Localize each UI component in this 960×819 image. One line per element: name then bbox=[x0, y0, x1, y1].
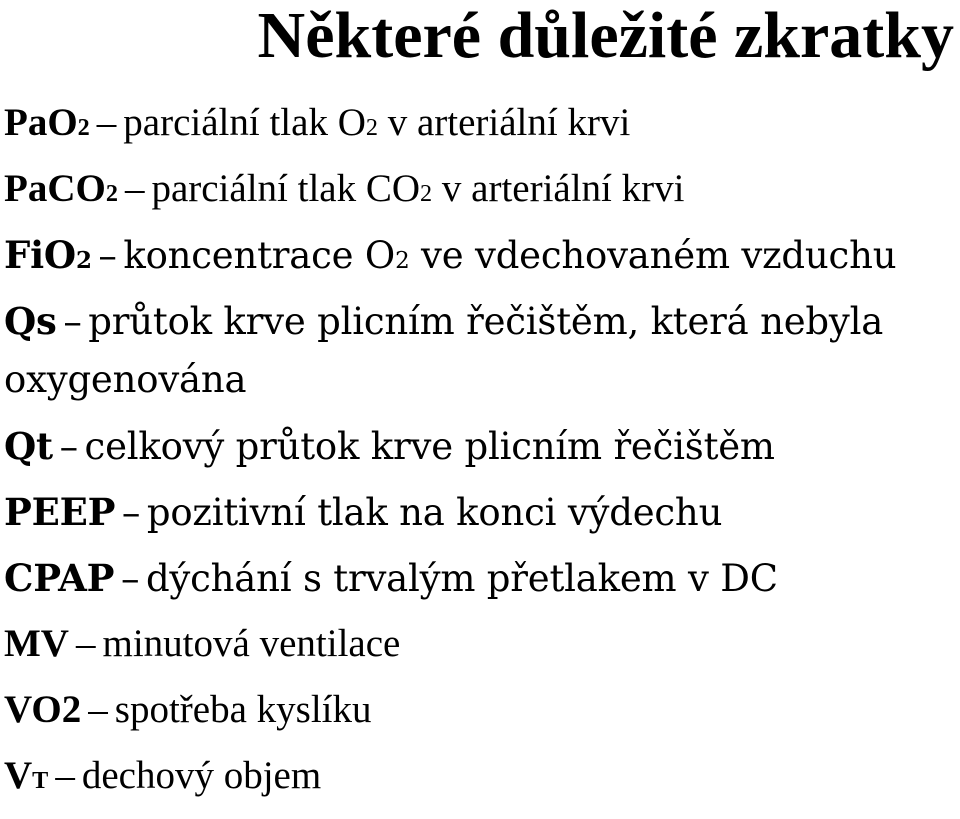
list-item bbox=[4, 232, 954, 278]
definition: minutová ventilace bbox=[102, 622, 401, 665]
list-item bbox=[4, 621, 954, 667]
abbreviation: CPAP bbox=[4, 556, 115, 600]
definition: celkový průtok krve plicním řečištěm bbox=[84, 425, 775, 468]
dash: – bbox=[59, 425, 78, 468]
definition: průtok krve plicním řečištěm, která nebyla oxygenována bbox=[4, 300, 884, 401]
list-item bbox=[4, 489, 954, 535]
abbreviation: VT bbox=[4, 754, 49, 797]
definition: pozitivní tlak na konci výdechu bbox=[146, 491, 723, 534]
list-item bbox=[4, 423, 954, 469]
abbreviation: PaCO2 bbox=[4, 167, 118, 210]
definition: parciální tlak O2 v arteriální krvi bbox=[123, 101, 631, 144]
definition: dýchání s trvalým přetlakem v DC bbox=[145, 557, 778, 600]
list-item bbox=[4, 753, 954, 799]
list-item bbox=[4, 100, 954, 146]
dash: – bbox=[55, 754, 75, 797]
dash: – bbox=[76, 622, 96, 665]
list-item bbox=[4, 555, 954, 601]
abbreviation: PEEP bbox=[4, 490, 116, 534]
list-item bbox=[4, 687, 954, 733]
dash: – bbox=[121, 491, 141, 534]
page-title: Některé důležité zkratky bbox=[257, 0, 954, 72]
dash: – bbox=[120, 557, 140, 600]
list-item bbox=[4, 292, 954, 409]
dash: – bbox=[88, 688, 108, 731]
definition: spotřeba kyslíku bbox=[114, 688, 372, 731]
abbreviation: Qs bbox=[4, 299, 57, 343]
abbreviation: FiO2 bbox=[4, 233, 92, 277]
definition: koncentrace O2 ve vdechovaném vzduchu bbox=[123, 234, 897, 277]
list-item bbox=[4, 166, 954, 212]
abbreviation-list bbox=[4, 100, 954, 819]
dash: – bbox=[63, 300, 82, 343]
definition: parciální tlak CO2 v arteriální krvi bbox=[151, 167, 685, 210]
dash: – bbox=[124, 167, 145, 210]
abbreviation: MV bbox=[4, 622, 69, 665]
dash: – bbox=[96, 101, 117, 144]
abbreviation: VO2 bbox=[4, 688, 82, 731]
abbreviation: Qt bbox=[4, 424, 53, 468]
definition: dechový objem bbox=[81, 754, 322, 797]
dash: – bbox=[98, 234, 117, 277]
abbreviation: PaO2 bbox=[4, 101, 90, 144]
